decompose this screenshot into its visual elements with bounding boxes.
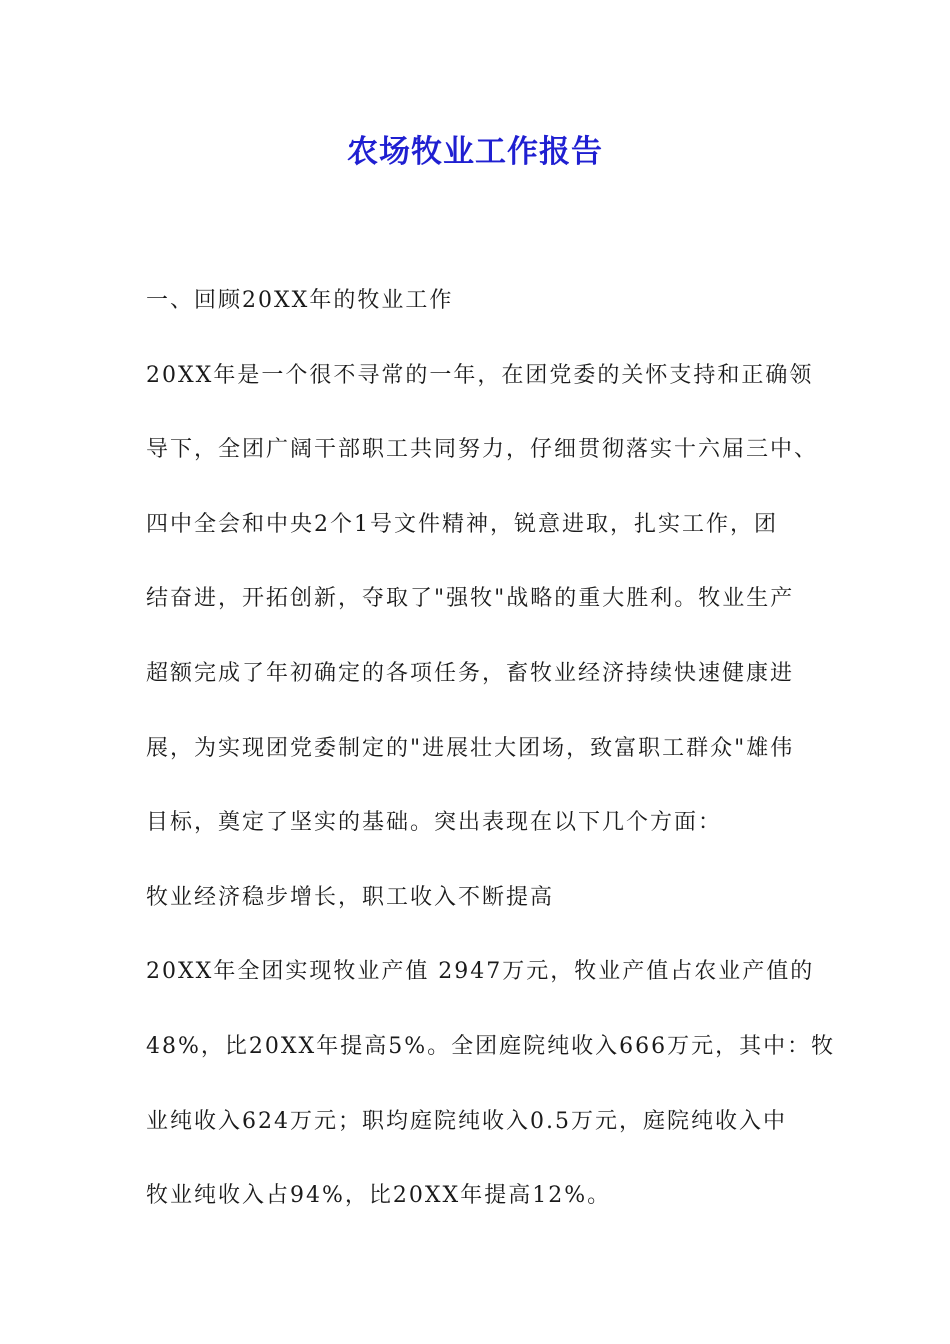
- paragraph-line: 展，为实现团党委制定的"进展壮大团场，致富职工群众"雄伟: [146, 735, 795, 761]
- document-title: 农场牧业工作报告: [347, 134, 603, 170]
- subsection-heading: 牧业经济稳步增长，职工收入不断提高: [146, 884, 555, 910]
- paragraph-line: 20XX年全团实现牧业产值 2947万元，牧业产值占农业产值的: [146, 959, 815, 985]
- paragraph-line: 结奋进，开拓创新，夺取了"强牧"战略的重大胜利。牧业生产: [146, 586, 795, 612]
- paragraph-line: 20XX年是一个很不寻常的一年，在团党委的关怀支持和正确领: [146, 362, 814, 388]
- paragraph-line: 导下，全团广阔干部职工共同努力，仔细贯彻落实十六届三中、: [146, 437, 819, 463]
- paragraph-line: 48%，比20XX年提高5%。全团庭院纯收入666万元，其中：牧: [146, 1033, 836, 1059]
- document-body: [146, 264, 836, 1234]
- paragraph-line: 超额完成了年初确定的各项任务，畜牧业经济持续快速健康进: [146, 660, 795, 686]
- paragraph-line: 目标，奠定了坚实的基础。突出表现在以下几个方面：: [146, 810, 723, 836]
- paragraph-line: 牧业纯收入占94%，比20XX年提高12%。: [146, 1183, 612, 1209]
- section-heading: 一、回顾20XX年的牧业工作: [146, 288, 454, 313]
- paragraph-line: 四中全会和中央2个1号文件精神，锐意进取，扎实工作，团: [146, 511, 778, 537]
- paragraph-line: 业纯收入624万元；职均庭院纯收入0.5万元，庭院纯收入中: [146, 1108, 787, 1134]
